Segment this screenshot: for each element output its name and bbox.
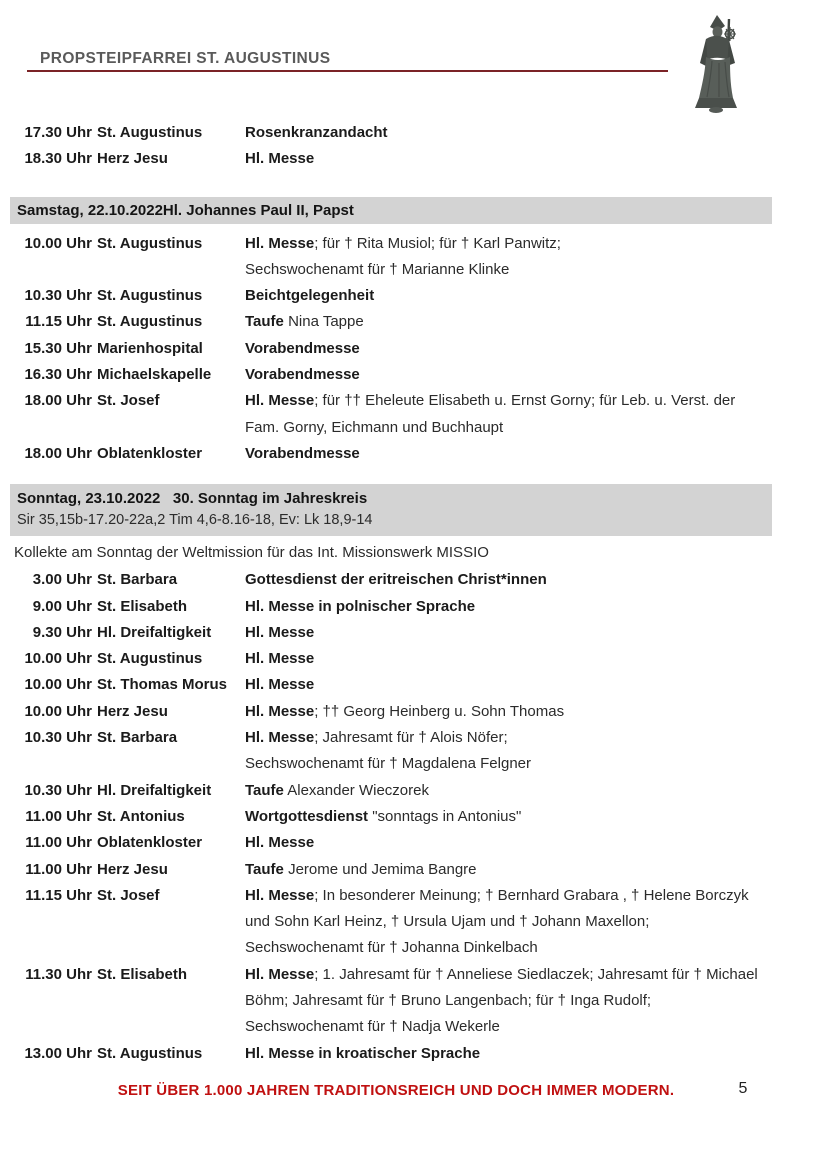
row-time: 18.30 Uhr xyxy=(24,150,92,168)
schedule-row xyxy=(0,804,827,830)
row-time: 15.30 Uhr xyxy=(24,339,92,357)
row-description xyxy=(245,146,827,172)
row-time: 9.00 Uhr xyxy=(32,597,92,615)
description-line xyxy=(245,857,827,883)
row-time: 13.00 Uhr xyxy=(24,1044,92,1062)
description-line xyxy=(245,567,827,593)
service-type: Wortgottesdienst xyxy=(245,807,369,825)
row-location: St. Augustinus xyxy=(97,124,203,141)
service-type: Hl. Messe xyxy=(245,729,315,747)
description-line xyxy=(245,283,827,309)
schedule-row xyxy=(0,120,827,146)
description-line xyxy=(245,725,827,751)
day-banner xyxy=(10,484,772,536)
row-time: 11.00 Uhr xyxy=(25,834,92,852)
service-detail: ; †† Georg Heinberg u. Sohn Thomas xyxy=(314,702,565,720)
row-description xyxy=(245,699,827,725)
service-type: Vorabendmesse xyxy=(245,366,360,384)
service-type: Taufe xyxy=(245,313,284,331)
description-line xyxy=(245,388,827,414)
service-type: Vorabendmesse xyxy=(245,339,360,357)
service-detail: ; für † Rita Musiol; für † Karl Panwitz; xyxy=(314,234,561,252)
service-detail: Alexander Wieczorek xyxy=(283,781,429,799)
row-location: St. Elisabeth xyxy=(97,597,188,615)
schedule xyxy=(0,120,827,1067)
row-time: 9.30 Uhr xyxy=(32,623,92,641)
description-line xyxy=(245,672,827,698)
description-line xyxy=(245,646,827,672)
row-location: St. Augustinus xyxy=(97,287,203,305)
row-location: Herz Jesu xyxy=(97,702,168,720)
row-description xyxy=(245,362,827,388)
schedule-row xyxy=(0,362,827,388)
service-type: Hl. Messe xyxy=(245,676,315,694)
service-type: Hl. Messe xyxy=(245,650,315,668)
row-description xyxy=(245,883,827,962)
row-location: St. Barbara xyxy=(97,571,178,589)
service-type: Hl. Messe in polnischer Sprache xyxy=(245,597,476,615)
description-line: Böhm; Jahresamt für † Bruno Langenbach; für † Inga Rudolf; xyxy=(245,992,652,1010)
schedule-row xyxy=(0,699,827,725)
service-detail: Jerome und Jemima Bangre xyxy=(283,860,477,878)
description-line xyxy=(245,231,827,257)
schedule-row xyxy=(0,646,827,672)
day-banner-title: Sonntag, 23.10.2022 30. Sonntag im Jahreskreis xyxy=(17,490,368,508)
row-description xyxy=(245,857,827,883)
row-description xyxy=(245,1041,827,1067)
row-description xyxy=(245,120,827,146)
row-location: Herz Jesu xyxy=(97,860,168,878)
description-line xyxy=(245,594,827,620)
schedule-row xyxy=(0,620,827,646)
schedule-row xyxy=(0,857,827,883)
row-location: Oblatenkloster xyxy=(97,444,203,462)
row-time: 10.30 Uhr xyxy=(24,729,92,747)
service-detail: Nina Tappe xyxy=(283,313,364,331)
row-time: 10.30 Uhr xyxy=(24,287,92,305)
service-type: Hl. Messe xyxy=(245,702,315,720)
description-line xyxy=(245,620,827,646)
service-detail: "sonntags in Antonius" xyxy=(368,807,522,825)
service-type: Hl. Messe xyxy=(245,886,315,904)
row-description xyxy=(245,672,827,698)
row-location: Herz Jesu xyxy=(97,150,168,168)
service-type: Taufe xyxy=(245,860,284,878)
row-description xyxy=(245,620,827,646)
description-line xyxy=(245,962,827,988)
service-type: Vorabendmesse xyxy=(245,444,360,462)
description-line xyxy=(245,309,827,335)
service-type: Hl. Messe xyxy=(245,150,315,168)
row-description xyxy=(245,646,827,672)
row-time: 3.00 Uhr xyxy=(32,571,92,589)
schedule-row xyxy=(0,1041,827,1067)
row-description xyxy=(245,283,827,309)
service-type: Hl. Messe xyxy=(245,234,315,252)
description-line xyxy=(245,362,827,388)
service-type: Hl. Messe xyxy=(245,965,315,983)
row-description xyxy=(245,962,827,1041)
row-time: 11.15 Uhr xyxy=(25,313,92,331)
row-description xyxy=(245,231,827,284)
description-line xyxy=(245,778,827,804)
description-line: Fam. Gorny, Eichmann und Buchhaupt xyxy=(245,418,504,436)
schedule-row xyxy=(0,830,827,856)
st-augustinus-statue-icon xyxy=(686,11,746,114)
service-detail: ; Jahresamt für † Alois Nöfer; xyxy=(314,729,508,747)
day-banner xyxy=(10,197,772,224)
service-detail: ; 1. Jahresamt für † Anneliese Siedlaczek; Jahresamt für † Michael xyxy=(314,965,758,983)
schedule-row xyxy=(0,146,827,172)
row-time: 18.00 Uhr xyxy=(24,392,92,410)
row-description xyxy=(245,336,827,362)
row-location: Michaelskapelle xyxy=(97,366,212,384)
row-location: St. Thomas Morus xyxy=(97,676,228,694)
description-line xyxy=(245,804,827,830)
row-location: Marienhospital xyxy=(97,339,203,357)
row-time: 18.00 Uhr xyxy=(24,444,92,462)
row-time: 10.30 Uhr xyxy=(24,781,92,799)
schedule-row xyxy=(0,778,827,804)
schedule-row xyxy=(0,567,827,593)
schedule-row xyxy=(0,231,827,284)
page-number: 5 xyxy=(738,1080,748,1097)
row-time: 11.00 Uhr xyxy=(25,860,92,878)
row-time: 10.00 Uhr xyxy=(24,702,92,720)
row-description xyxy=(245,388,827,441)
row-location: St. Augustinus xyxy=(97,650,203,668)
day-banner-readings: Sir 35,15b-17.20-22a,2 Tim 4,6-8.16-18, Ev: Lk 18,9-14 xyxy=(17,512,373,529)
row-time: 17.30 Uhr xyxy=(24,124,92,141)
row-description xyxy=(245,830,827,856)
row-location: Hl. Dreifaltigkeit xyxy=(97,623,212,641)
description-line: Sechswochenamt für † Nadja Wekerle xyxy=(245,1018,500,1036)
schedule-row xyxy=(0,883,827,962)
header-divider xyxy=(27,70,668,72)
schedule-row xyxy=(0,962,827,1041)
row-description xyxy=(245,594,827,620)
description-line xyxy=(245,441,827,467)
row-location: Hl. Dreifaltigkeit xyxy=(97,781,212,799)
row-description xyxy=(245,725,827,778)
row-description xyxy=(245,441,827,467)
description-line xyxy=(245,1041,827,1067)
collection-note: Kollekte am Sonntag der Weltmission für das Int. Missionswerk MISSIO xyxy=(14,544,489,562)
row-time: 11.00 Uhr xyxy=(25,807,92,825)
schedule-row xyxy=(0,309,827,335)
row-time: 10.00 Uhr xyxy=(24,676,92,694)
service-type: Taufe xyxy=(245,781,284,799)
row-time: 10.00 Uhr xyxy=(24,650,92,668)
page-title: PROPSTEIPFARREI ST. AUGUSTINUS xyxy=(40,50,331,67)
row-location: St. Josef xyxy=(97,886,160,904)
service-type: Rosenkranzandacht xyxy=(245,124,388,141)
schedule-row xyxy=(0,672,827,698)
schedule-row xyxy=(0,336,827,362)
description-line: Sechswochenamt für † Johanna Dinkelbach xyxy=(245,939,538,957)
row-time: 11.15 Uhr xyxy=(25,886,92,904)
service-detail: ; In besonderer Meinung; † Bernhard Grabara , † Helene Borczyk xyxy=(314,886,749,904)
service-type: Hl. Messe xyxy=(245,623,315,641)
schedule-row xyxy=(0,388,827,441)
row-location: St. Antonius xyxy=(97,807,185,825)
row-location: St. Elisabeth xyxy=(97,965,188,983)
description-line xyxy=(245,830,827,856)
service-type: Hl. Messe in kroatischer Sprache xyxy=(245,1044,481,1062)
row-time: 10.00 Uhr xyxy=(24,234,92,252)
service-type: Hl. Messe xyxy=(245,392,315,410)
service-type: Hl. Messe xyxy=(245,834,315,852)
description-line: und Sohn Karl Heinz, † Ursula Ujam und † Johann Maxellon; xyxy=(245,913,650,931)
schedule-row xyxy=(0,441,827,467)
row-description xyxy=(245,567,827,593)
footer-motto: SEIT ÜBER 1.000 JAHREN TRADITIONSREICH UND DOCH IMMER MODERN. xyxy=(117,1082,675,1099)
service-detail: ; für †† Eheleute Elisabeth u. Ernst Gorny; für Leb. u. Verst. der xyxy=(314,392,736,410)
description-line: Sechswochenamt für † Marianne Klinke xyxy=(245,260,510,278)
description-line xyxy=(245,120,827,146)
row-location: St. Barbara xyxy=(97,729,178,747)
row-description xyxy=(245,804,827,830)
schedule-row xyxy=(0,725,827,778)
description-line xyxy=(245,883,827,909)
row-description xyxy=(245,309,827,335)
day-banner-title: Samstag, 22.10.2022Hl. Johannes Paul II, Papst xyxy=(17,201,354,219)
row-location: Oblatenkloster xyxy=(97,834,203,852)
description-line xyxy=(245,699,827,725)
service-type: Gottesdienst der eritreischen Christ*innen xyxy=(245,571,547,589)
description-line xyxy=(245,146,827,172)
description-line xyxy=(245,336,827,362)
row-location: St. Augustinus xyxy=(97,234,203,252)
row-time: 11.30 Uhr xyxy=(25,965,92,983)
row-location: St. Augustinus xyxy=(97,1044,203,1062)
service-type: Beichtgelegenheit xyxy=(245,287,375,305)
row-location: St. Josef xyxy=(97,392,160,410)
row-description xyxy=(245,778,827,804)
row-time: 16.30 Uhr xyxy=(24,366,92,384)
schedule-row xyxy=(0,594,827,620)
row-location: St. Augustinus xyxy=(97,313,203,331)
description-line: Sechswochenamt für † Magdalena Felgner xyxy=(245,755,531,773)
schedule-row xyxy=(0,283,827,309)
